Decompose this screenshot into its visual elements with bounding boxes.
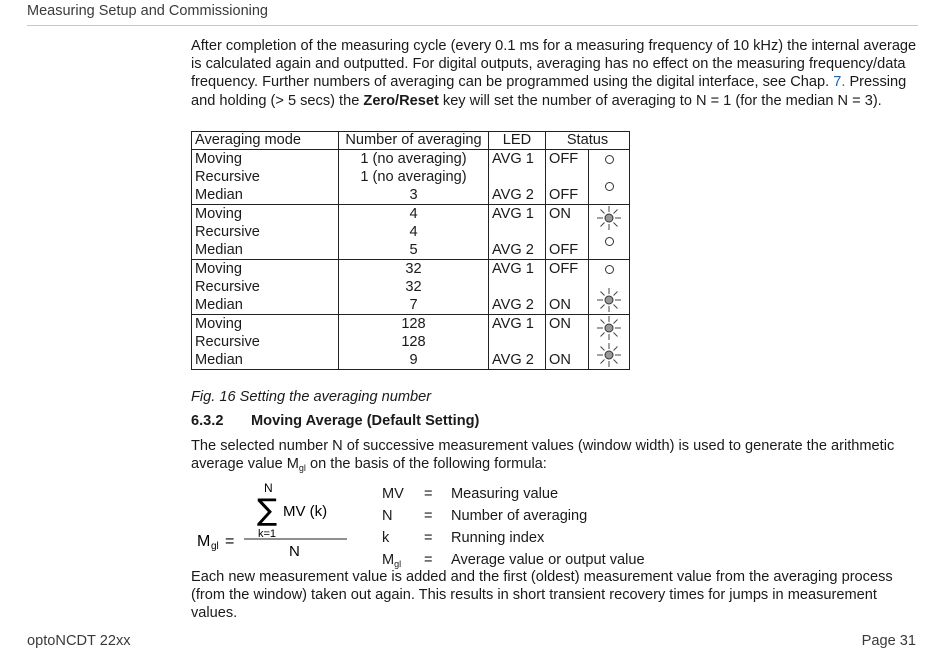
- table-row: [192, 260, 630, 315]
- formula-lhs-sub: gl: [211, 541, 219, 552]
- definition-row: [382, 485, 645, 507]
- section-title: Moving Average (Default Setting): [251, 413, 480, 429]
- averaging-number-value: 4: [409, 224, 418, 240]
- definition-symbol: N: [382, 508, 393, 524]
- definition-text: Average value or output value: [451, 552, 645, 568]
- averaging-mode-cell: [192, 315, 339, 370]
- led-state: OFF: [549, 187, 579, 203]
- intro-text-3: key will set the number of averaging to N = 1 (for the median N = 3).: [438, 92, 882, 109]
- led-name: AVG 1: [492, 206, 534, 222]
- led-cell: [489, 205, 546, 260]
- section-number: 6.3.2: [191, 413, 224, 429]
- sum-term: MV (k): [283, 503, 328, 520]
- led-name: AVG 2: [492, 187, 534, 203]
- led-state: OFF: [549, 151, 579, 167]
- reset-key-label: Reset: [399, 92, 439, 109]
- led-name: AVG 2: [492, 297, 534, 313]
- led-name: AVG 1: [492, 316, 534, 332]
- averaging-mode-value: Median: [195, 187, 243, 203]
- led-name: AVG 2: [492, 242, 534, 258]
- led-state-cell: [546, 260, 589, 315]
- col-status: Status: [546, 132, 630, 150]
- averaging-mode-cell: [192, 260, 339, 315]
- running-header: Measuring Setup and Commissioning: [27, 3, 268, 19]
- definition-symbol: k: [382, 530, 390, 546]
- definition-row: [382, 507, 645, 529]
- definition-text: Measuring value: [451, 486, 559, 502]
- formula-denominator: N: [289, 543, 300, 560]
- averaging-number-cell: [339, 315, 489, 370]
- averaging-number-value: 3: [409, 187, 418, 203]
- average-formula: [195, 480, 365, 562]
- averaging-number-value: 1 (no averaging): [360, 151, 467, 167]
- closing-paragraph: Each new measurement value is added and the first (oldest) measurement value from the averaging process (from the window) taken out again. This results in short transient recovery times for jumps in measurement values.: [191, 569, 893, 622]
- chapter-link[interactable]: 7.: [833, 74, 846, 91]
- figure-caption: Fig. 16 Setting the averaging number: [191, 389, 432, 405]
- definition-symbol: MV: [382, 486, 404, 502]
- led-state: ON: [549, 297, 571, 313]
- header-divider: [27, 25, 918, 26]
- averaging-mode-value: Moving: [195, 206, 243, 222]
- averaging-mode-value: Recursive: [195, 334, 260, 350]
- col-led: LED: [489, 132, 546, 150]
- averaging-number-cell: [339, 260, 489, 315]
- definition-equals: =: [424, 486, 433, 502]
- table-row: [192, 150, 630, 205]
- key-slash: /: [395, 92, 400, 109]
- averaging-number-value: 32: [405, 261, 422, 277]
- led-state: OFF: [549, 242, 579, 258]
- led-state-cell: [546, 315, 589, 370]
- formula-equals: =: [225, 533, 235, 550]
- averaging-mode-value: Median: [195, 352, 243, 368]
- formula-lhs: M: [197, 533, 211, 550]
- averaging-mode-value: Median: [195, 297, 243, 313]
- led-off-icon: [589, 260, 629, 287]
- table-row: [192, 205, 630, 260]
- averaging-mode-value: Moving: [195, 261, 243, 277]
- averaging-number-value: 1 (no averaging): [360, 169, 467, 185]
- averaging-mode-value: Moving: [195, 151, 243, 167]
- section-heading: [191, 413, 479, 429]
- led-name: AVG 1: [492, 261, 534, 277]
- led-icon-cell: [589, 260, 630, 315]
- led-on-icon: [589, 287, 629, 314]
- intro-text-1: After completion of the measuring cycle (every 0.1 ms for a measuring frequency of 10 kHz) the internal average is calculated again and outputted. For digital outputs, averaging has no effect on the measuring frequency/data frequency. Further numbers of averaging can be programmed using the digital interface, see Chap.: [191, 38, 917, 91]
- table-body: [192, 150, 630, 370]
- formula-intro-paragraph: [191, 437, 921, 477]
- led-state-cell: [546, 150, 589, 205]
- definition-equals: =: [424, 530, 433, 546]
- definition-symbol: M: [382, 552, 395, 568]
- led-cell: [489, 150, 546, 205]
- led-icon-cell: [589, 315, 630, 370]
- definition-row: [382, 529, 645, 551]
- averaging-number-value: 9: [409, 352, 418, 368]
- led-state: OFF: [549, 261, 579, 277]
- definition-equals: =: [424, 552, 433, 568]
- averaging-mode-value: Recursive: [195, 224, 260, 240]
- averaging-mode-value: Recursive: [195, 169, 260, 185]
- averaging-number-value: 4: [409, 206, 418, 222]
- formula-intro-text-2: on the basis of the following formula:: [305, 456, 547, 473]
- averaging-number-cell: [339, 150, 489, 205]
- averaging-mode-value: Recursive: [195, 279, 260, 295]
- averaging-number-value: 7: [409, 297, 418, 313]
- led-state: ON: [549, 352, 571, 368]
- table-row: [192, 315, 630, 370]
- col-number-of-averaging: Number of averaging: [339, 132, 489, 150]
- averaging-number-value: 32: [405, 279, 422, 295]
- led-off-icon: [589, 150, 629, 177]
- averaging-number-value: 128: [401, 334, 426, 350]
- averaging-mode-value: Moving: [195, 316, 243, 332]
- formula-intro-text-1: The selected number N of successive measurement values (window width) is used to generate the arithmetic average value M: [191, 438, 895, 473]
- led-state-cell: [546, 205, 589, 260]
- averaging-mode-cell: [192, 205, 339, 260]
- definition-text: Running index: [451, 530, 545, 546]
- led-icon-cell: [589, 150, 630, 205]
- led-off-icon: [589, 177, 629, 204]
- led-name: AVG 2: [492, 352, 534, 368]
- intro-text-2: Pressing and holding (> 5 secs) the: [191, 74, 907, 109]
- definition-equals: =: [424, 508, 433, 524]
- zero-key-label: Zero: [363, 92, 396, 109]
- sum-upper-limit: N: [264, 481, 273, 495]
- intro-paragraph: [191, 37, 921, 110]
- averaging-mode-cell: [192, 150, 339, 205]
- col-averaging-mode: Averaging mode: [192, 132, 339, 150]
- led-on-icon: [589, 342, 629, 369]
- footer-page-number: Page 31: [861, 633, 916, 649]
- averaging-number-cell: [339, 205, 489, 260]
- averaging-number-value: 5: [409, 242, 418, 258]
- definition-text: Number of averaging: [451, 508, 588, 524]
- led-off-icon: [589, 232, 629, 259]
- table-header-row: [192, 132, 630, 150]
- led-on-icon: [589, 205, 629, 232]
- averaging-number-value: 128: [401, 316, 426, 332]
- led-name: AVG 1: [492, 151, 534, 167]
- averaging-mode-value: Median: [195, 242, 243, 258]
- averaging-table: [191, 131, 630, 370]
- sum-lower-limit: k=1: [258, 528, 277, 540]
- led-state: ON: [549, 206, 571, 222]
- led-on-icon: [589, 315, 629, 342]
- formula-intro-sub: gl: [298, 463, 306, 474]
- led-icon-cell: [589, 205, 630, 260]
- sum-symbol: ∑: [257, 493, 278, 528]
- formula-definitions: [382, 485, 645, 573]
- footer-product: optoNCDT 22xx: [27, 633, 131, 649]
- led-cell: [489, 260, 546, 315]
- led-cell: [489, 315, 546, 370]
- led-state: ON: [549, 316, 571, 332]
- definition-symbol-sub: gl: [394, 559, 402, 569]
